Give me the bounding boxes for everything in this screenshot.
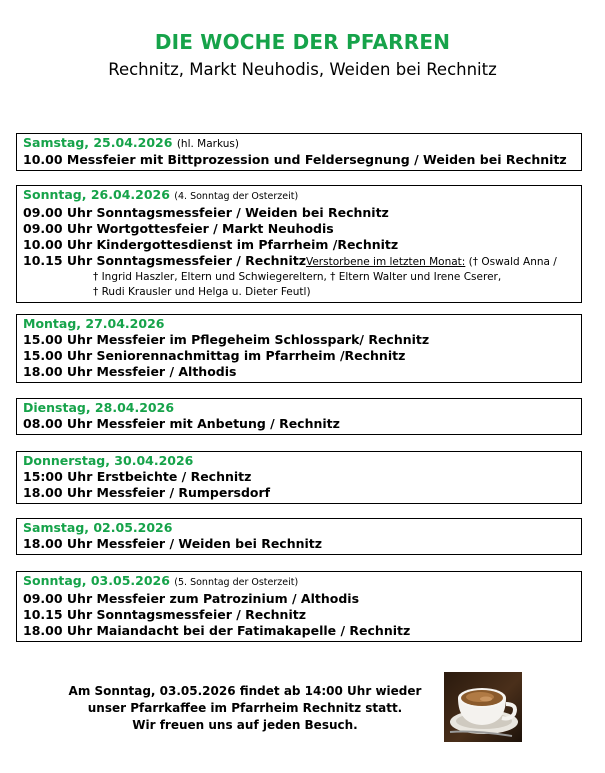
page-title: DIE WOCHE DER PFARREN (154, 30, 451, 54)
day-note: (4. Sonntag der Osterzeit) (174, 191, 299, 202)
event-line: 15.00 Uhr Messfeier im Pflegeheim Schlosspark/ Rechnitz (23, 332, 430, 347)
memorial-names: † Rudi Krausler und Helga u. Dieter Feutl) (93, 286, 311, 298)
footer-line: unser Pfarrkaffee im Pfarrheim Rechnitz statt. (87, 701, 403, 715)
event-line: 15.00 Uhr Seniorennachmittag im Pfarrheim /Rechnitz (23, 348, 406, 363)
day-heading: Montag, 27.04.2026 (23, 316, 165, 331)
event-line: 18.00 Uhr Messfeier / Weiden bei Rechnitz (23, 536, 323, 551)
event-line: 18.00 Uhr Messfeier / Rumpersdorf (23, 485, 271, 500)
memorial-intro: Verstorbene im letzten Monat: (305, 256, 466, 268)
event-line: 10.00 Messfeier mit Bittprozession und Feldersegnung / Weiden bei Rechnitz (23, 152, 567, 167)
event-line: 08.00 Uhr Messfeier mit Anbetung / Rechnitz (23, 416, 340, 431)
day-heading: Dienstag, 28.04.2026 (23, 400, 175, 415)
event-line: 18.00 Uhr Messfeier / Althodis (23, 364, 237, 379)
day-box-dienstag-2804 (16, 398, 582, 435)
day-heading: Donnerstag, 30.04.2026 (23, 453, 194, 468)
day-box-samstag-0205 (16, 518, 582, 555)
day-heading: Sonntag, 03.05.2026 (23, 573, 170, 588)
event-line: 09.00 Uhr Sonntagsmessfeier / Weiden bei Rechnitz (23, 205, 389, 220)
day-heading: Samstag, 25.04.2026 (23, 135, 173, 150)
memorial-names: † Ingrid Haszler, Eltern und Schwiegereltern, † Eltern Walter und Irene Cserer, (93, 271, 502, 283)
event-line-with-memorial (23, 253, 575, 270)
day-note: (hl. Markus) (176, 138, 239, 150)
day-box-donnerstag-3004 (16, 451, 582, 504)
footer-line: Wir freuen uns auf jeden Besuch. (132, 718, 358, 732)
event-line: 09.00 Uhr Messfeier zum Patrozinium / Althodis (23, 591, 360, 606)
day-box-sonntag-0305 (16, 571, 582, 642)
event-line: 15:00 Uhr Erstbeichte / Rechnitz (23, 469, 252, 484)
footer-line: Am Sonntag, 03.05.2026 findet ab 14:00 Uhr wieder (68, 684, 422, 698)
day-box-samstag-2504 (16, 133, 582, 171)
event-line: 10.00 Uhr Kindergottesdienst im Pfarrheim /Rechnitz (23, 237, 399, 252)
event-text: 10.15 Uhr Sonntagsmessfeier / Rechnitz (23, 253, 306, 268)
coffee-cup-icon (444, 672, 522, 742)
event-line: 09.00 Uhr Wortgottesfeier / Markt Neuhodis (23, 221, 334, 236)
day-note: (5. Sonntag der Osterzeit) (174, 577, 299, 588)
day-box-montag-2704 (16, 314, 582, 383)
footer-announcement (40, 683, 450, 734)
day-box-sonntag-2604 (16, 185, 582, 303)
day-heading: Sonntag, 26.04.2026 (23, 187, 170, 202)
memorial-names: († Oswald Anna / (468, 256, 557, 268)
day-heading: Samstag, 02.05.2026 (23, 520, 173, 535)
event-line: 18.00 Uhr Maiandacht bei der Fatimakapelle / Rechnitz (23, 623, 411, 638)
coffee-cup-image (444, 672, 522, 742)
event-line: 10.15 Uhr Sonntagsmessfeier / Rechnitz (23, 607, 306, 622)
page-subtitle: Rechnitz, Markt Neuhodis, Weiden bei Rechnitz (108, 60, 497, 79)
